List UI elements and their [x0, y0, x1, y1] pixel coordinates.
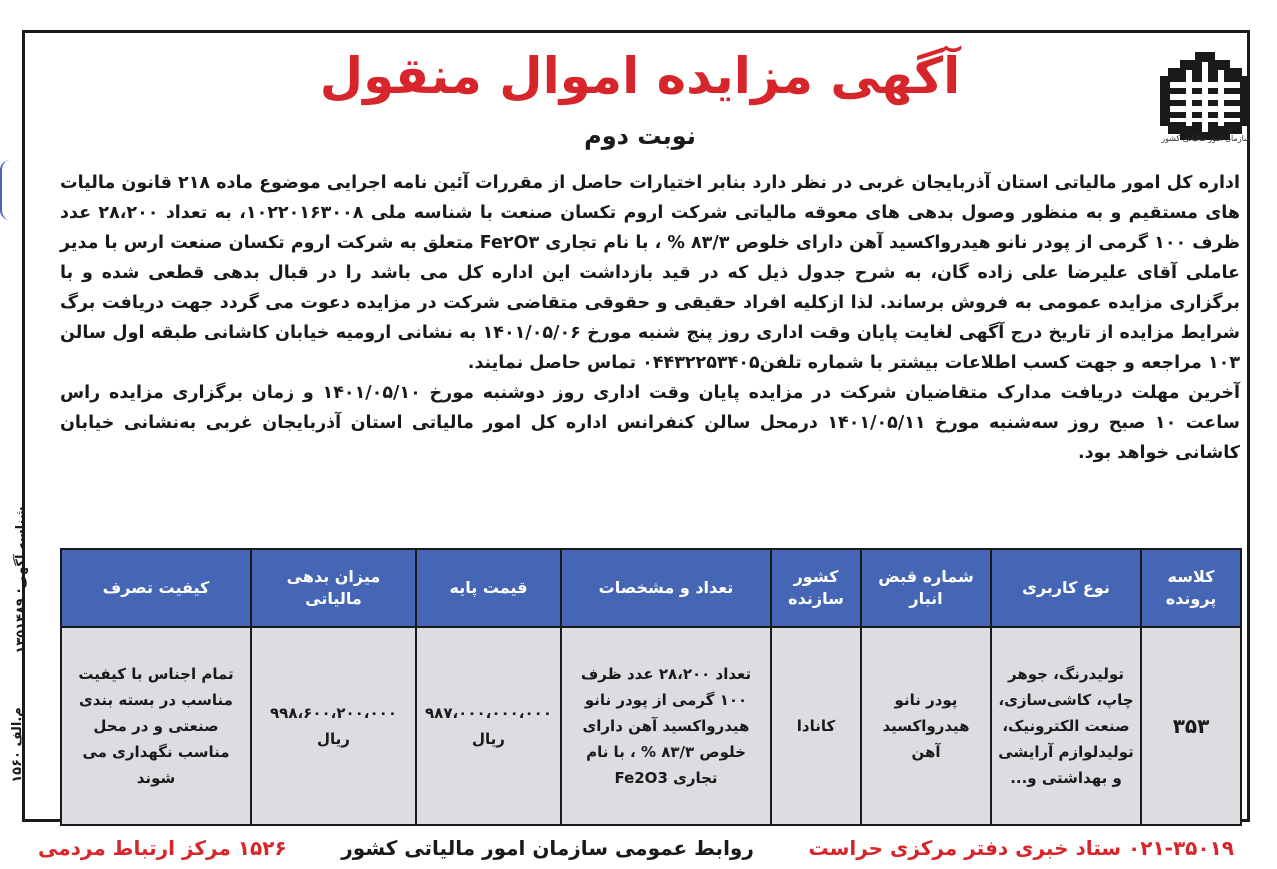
notice-body	[60, 168, 1240, 468]
header-country: کشور سازنده	[771, 549, 861, 627]
auction-table	[60, 548, 1242, 826]
header-possession: کیفیت تصرف	[61, 549, 251, 627]
cell-possession: تمام اجناس با کیفیت مناسب در بسته بندی صنعتی و در محل مناسب نگهداری می شوند	[61, 627, 251, 825]
footer-call-center: ۱۵۲۶ مرکز ارتباط مردمی	[38, 836, 287, 860]
header-specs: تعداد و مشخصات	[561, 549, 771, 627]
cell-specs: تعداد ۲۸،۲۰۰ عدد ظرف ۱۰۰ گرمی از پودر نانو هیدرواکسید آهن دارای خلوص ۸۳/۳ % ، با نام تجاری Fe2O3	[561, 627, 771, 825]
notice-ref-label: م.الف ۱۵۶۰	[10, 707, 25, 783]
header-case: کلاسه پرونده	[1141, 549, 1241, 627]
edge-mark	[0, 160, 16, 220]
header-receipt: شماره قبض انبار	[861, 549, 991, 627]
table-header-row	[61, 549, 1241, 627]
header-usage: نوع کاربری	[991, 549, 1141, 627]
page-subtitle: نوبت دوم	[584, 122, 696, 150]
footer-public-relations: روابط عمومی سازمان امور مالیاتی کشور	[341, 836, 754, 860]
header-tax-debt: میزان بدهی مالیاتی	[251, 549, 416, 627]
logo-caption: سازمان امور مالیاتی کشور	[1161, 134, 1251, 143]
footer-bar	[26, 830, 1246, 866]
notice-paragraph-2: آخرین مهلت دریافت مدارک متقاضیان شرکت در مزایده پایان وقت اداری روز دوشنبه مورخ ۱۴۰۱/۰۵/۱۰ و زمان برگزاری مزایده راس ساعت ۱۰ صبح روز سه‌شنبه مورخ ۱۴۰۱/۰۵/۱۱ درمحل سالن کنفرانس اداره کل امور مالیاتی استان آذربایجان غربی به‌نشانی خیابان کاشانی خواهد بود.	[60, 383, 1240, 463]
cell-case: ۳۵۳	[1141, 627, 1241, 825]
notice-id-label: شناسه آگهی: ۱۳۵۱۴۸۹	[14, 506, 29, 654]
cell-base-price: ۹۸۷،۰۰۰،۰۰۰،۰۰۰ ریال	[416, 627, 561, 825]
cell-country: کانادا	[771, 627, 861, 825]
footer-security-contact: ۰۲۱-۳۵۰۱۹ ستاد خبری دفتر مرکزی حراست	[808, 836, 1234, 860]
page-title: آگهی مزایده اموال منقول	[319, 47, 961, 105]
cell-usage: تولیدرنگ، جوهر چاپ، کاشی‌سازی، صنعت الکترونیک، تولیدلوازم آرایشی و بهداشتی و...	[991, 627, 1141, 825]
header-base-price: قیمت پایه	[416, 549, 561, 627]
notice-paragraph-1: اداره کل امور مالیاتی استان آذربایجان غربی در نظر دارد بنابر اختیارات حاصل از مقررات آئین نامه اجرایی موضوع ماده ۲۱۸ قانون مالیات های مستقیم و به منظور وصول بدهی های معوقه مالیاتی شرکت اروم تکسان صنعت با شناسه ملی ۱۰۲۲۰۱۶۳۰۰۸، به تعداد ۲۸،۲۰۰ عدد ظرف ۱۰۰ گرمی از پودر نانو هیدرواکسید آهن دارای خلوص ۸۳/۳ % ، با نام تجاری Fe۲O۳ متعلق به شرکت اروم تکسان صنعت ارس با مدیر عاملی آقای علیرضا علی زاده گان، به شرح جدول ذیل که در قید بازداشت این اداره کل می باشد را در قبال بدهی قطعی شده و با برگزاری مزایده عمومی به فروش برساند. لذا ازکلیه افراد حقیقی و حقوقی متقاضی شرکت در مزایده دعوت می گردد جهت دریافت برگ شرایط مزایده از تاریخ درج آگهی لغایت پایان وقت اداری روز پنج شنبه مورخ ۱۴۰۱/۰۵/۰۶ به نشانی ارومیه خیابان کاشانی طبقه اول سالن ۱۰۳ مراجعه و جهت کسب اطلاعات بیشتر با شماره تلفن۰۴۴۳۲۲۵۳۴۰۵ تماس حاصل نمایند.	[60, 173, 1241, 373]
cell-tax-debt: ۹۹۸،۶۰۰،۲۰۰،۰۰۰ ریال	[251, 627, 416, 825]
table-row	[61, 627, 1241, 825]
cell-receipt: پودر نانو هیدرواکسید آهن	[861, 627, 991, 825]
